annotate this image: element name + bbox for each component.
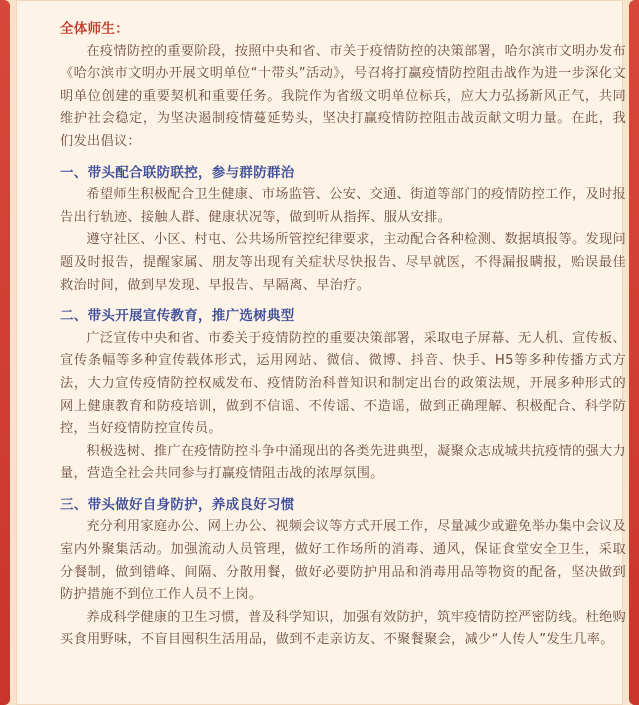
section-3-heading: 三、带头做好自身防护，养成良好习惯: [60, 496, 295, 513]
section-3-paragraph-2: 养成科学健康的卫生习惯，普及科学知识，加强有效防护，筑牢疫情防控严密防线。杜绝购买食用野味，不盲目囤积生活用品，做到不走亲访友、不聚餐聚会，减少“人传人”发生几率。: [60, 609, 626, 648]
section-3-paragraph-1: 充分利用家庭办公、网上办公、视频会议等方式开展工作，尽量减少或避免举办集中会议及室内外聚集活动。加强流动人员管理，做好工作场所的消毒、通风，保证食堂安全卫生，采取分餐制，做到错峰、间隔、分散用餐，做好必要防护用品和消毒用品等物资的配备，坚决做到防护措施不到位工作人员不上岗。: [60, 519, 626, 603]
right-red-border: [629, 0, 639, 705]
left-red-border: [0, 0, 10, 705]
section-2-paragraph-1: 广泛宣传中央和省、市委关于疫情防控的重要决策部署，采取电子屏幕、无人机、宣传板、宣传条幅等多种宣传载体形式，运用网站、微信、微博、抖音、快手、H5等多种传播方式方法，大力宣传疫情防控权威发布、疫情防治科普知识和制定出台的政策法规，开展多种形式的网上健康教育和防疫培训，做到不信谣、不传谣、不造谣，做到正确理解、积极配合、科学防控，当好疫情防控宣传员。: [60, 330, 626, 437]
section-1-heading: 一、带头配合联防联控，参与群防群治: [60, 164, 295, 181]
intro-paragraph: 在疫情防控的重要阶段，按照中央和省、市关于疫情防控的决策部署，哈尔滨市文明办发布《哈尔滨市文明办开展文明单位“十带头”活动》，号召将打赢疫情防控阻击战作为进一步深化文明单位创建的重要契机和重要任务。我院作为省级文明单位标兵，应大力弘扬新风正气，共同维护社会稳定，为坚决遏制疫情蔓延势头，坚决打赢疫情防控阻击战贡献文明力量。在此，我们发出倡议：: [60, 43, 626, 149]
section-1-paragraph-2: 遵守社区、小区、村屯、公共场所管控纪律要求，主动配合各种检测、数据填报等。发现问题及时报告，提醒家属、朋友等出现有关症状尽快报告、尽早就医，不得漏报瞒报，贻误最佳救治时间，做到早发现、早报告、早隔离、早治疗。: [60, 232, 626, 293]
section-2-paragraph-2: 积极选树、推广在疫情防控斗争中涌现出的各类先进典型，凝聚众志成城共抗疫情的强大力量，营造全社会共同参与打赢疫情阻击战的浓厚氛围。: [60, 443, 626, 482]
salutation: 全体师生：: [60, 21, 129, 37]
document-content: [60, 18, 626, 652]
section-1-paragraph-1: 希望师生积极配合卫生健康、市场监管、公安、交通、街道等部门的疫情防控工作，及时报告出行轨迹、接触人群、健康状况等，做到听从指挥、服从安排。: [60, 187, 626, 225]
document-paper: [16, 0, 626, 705]
section-2-heading: 二、带头开展宣传教育，推广选树典型: [60, 308, 295, 325]
